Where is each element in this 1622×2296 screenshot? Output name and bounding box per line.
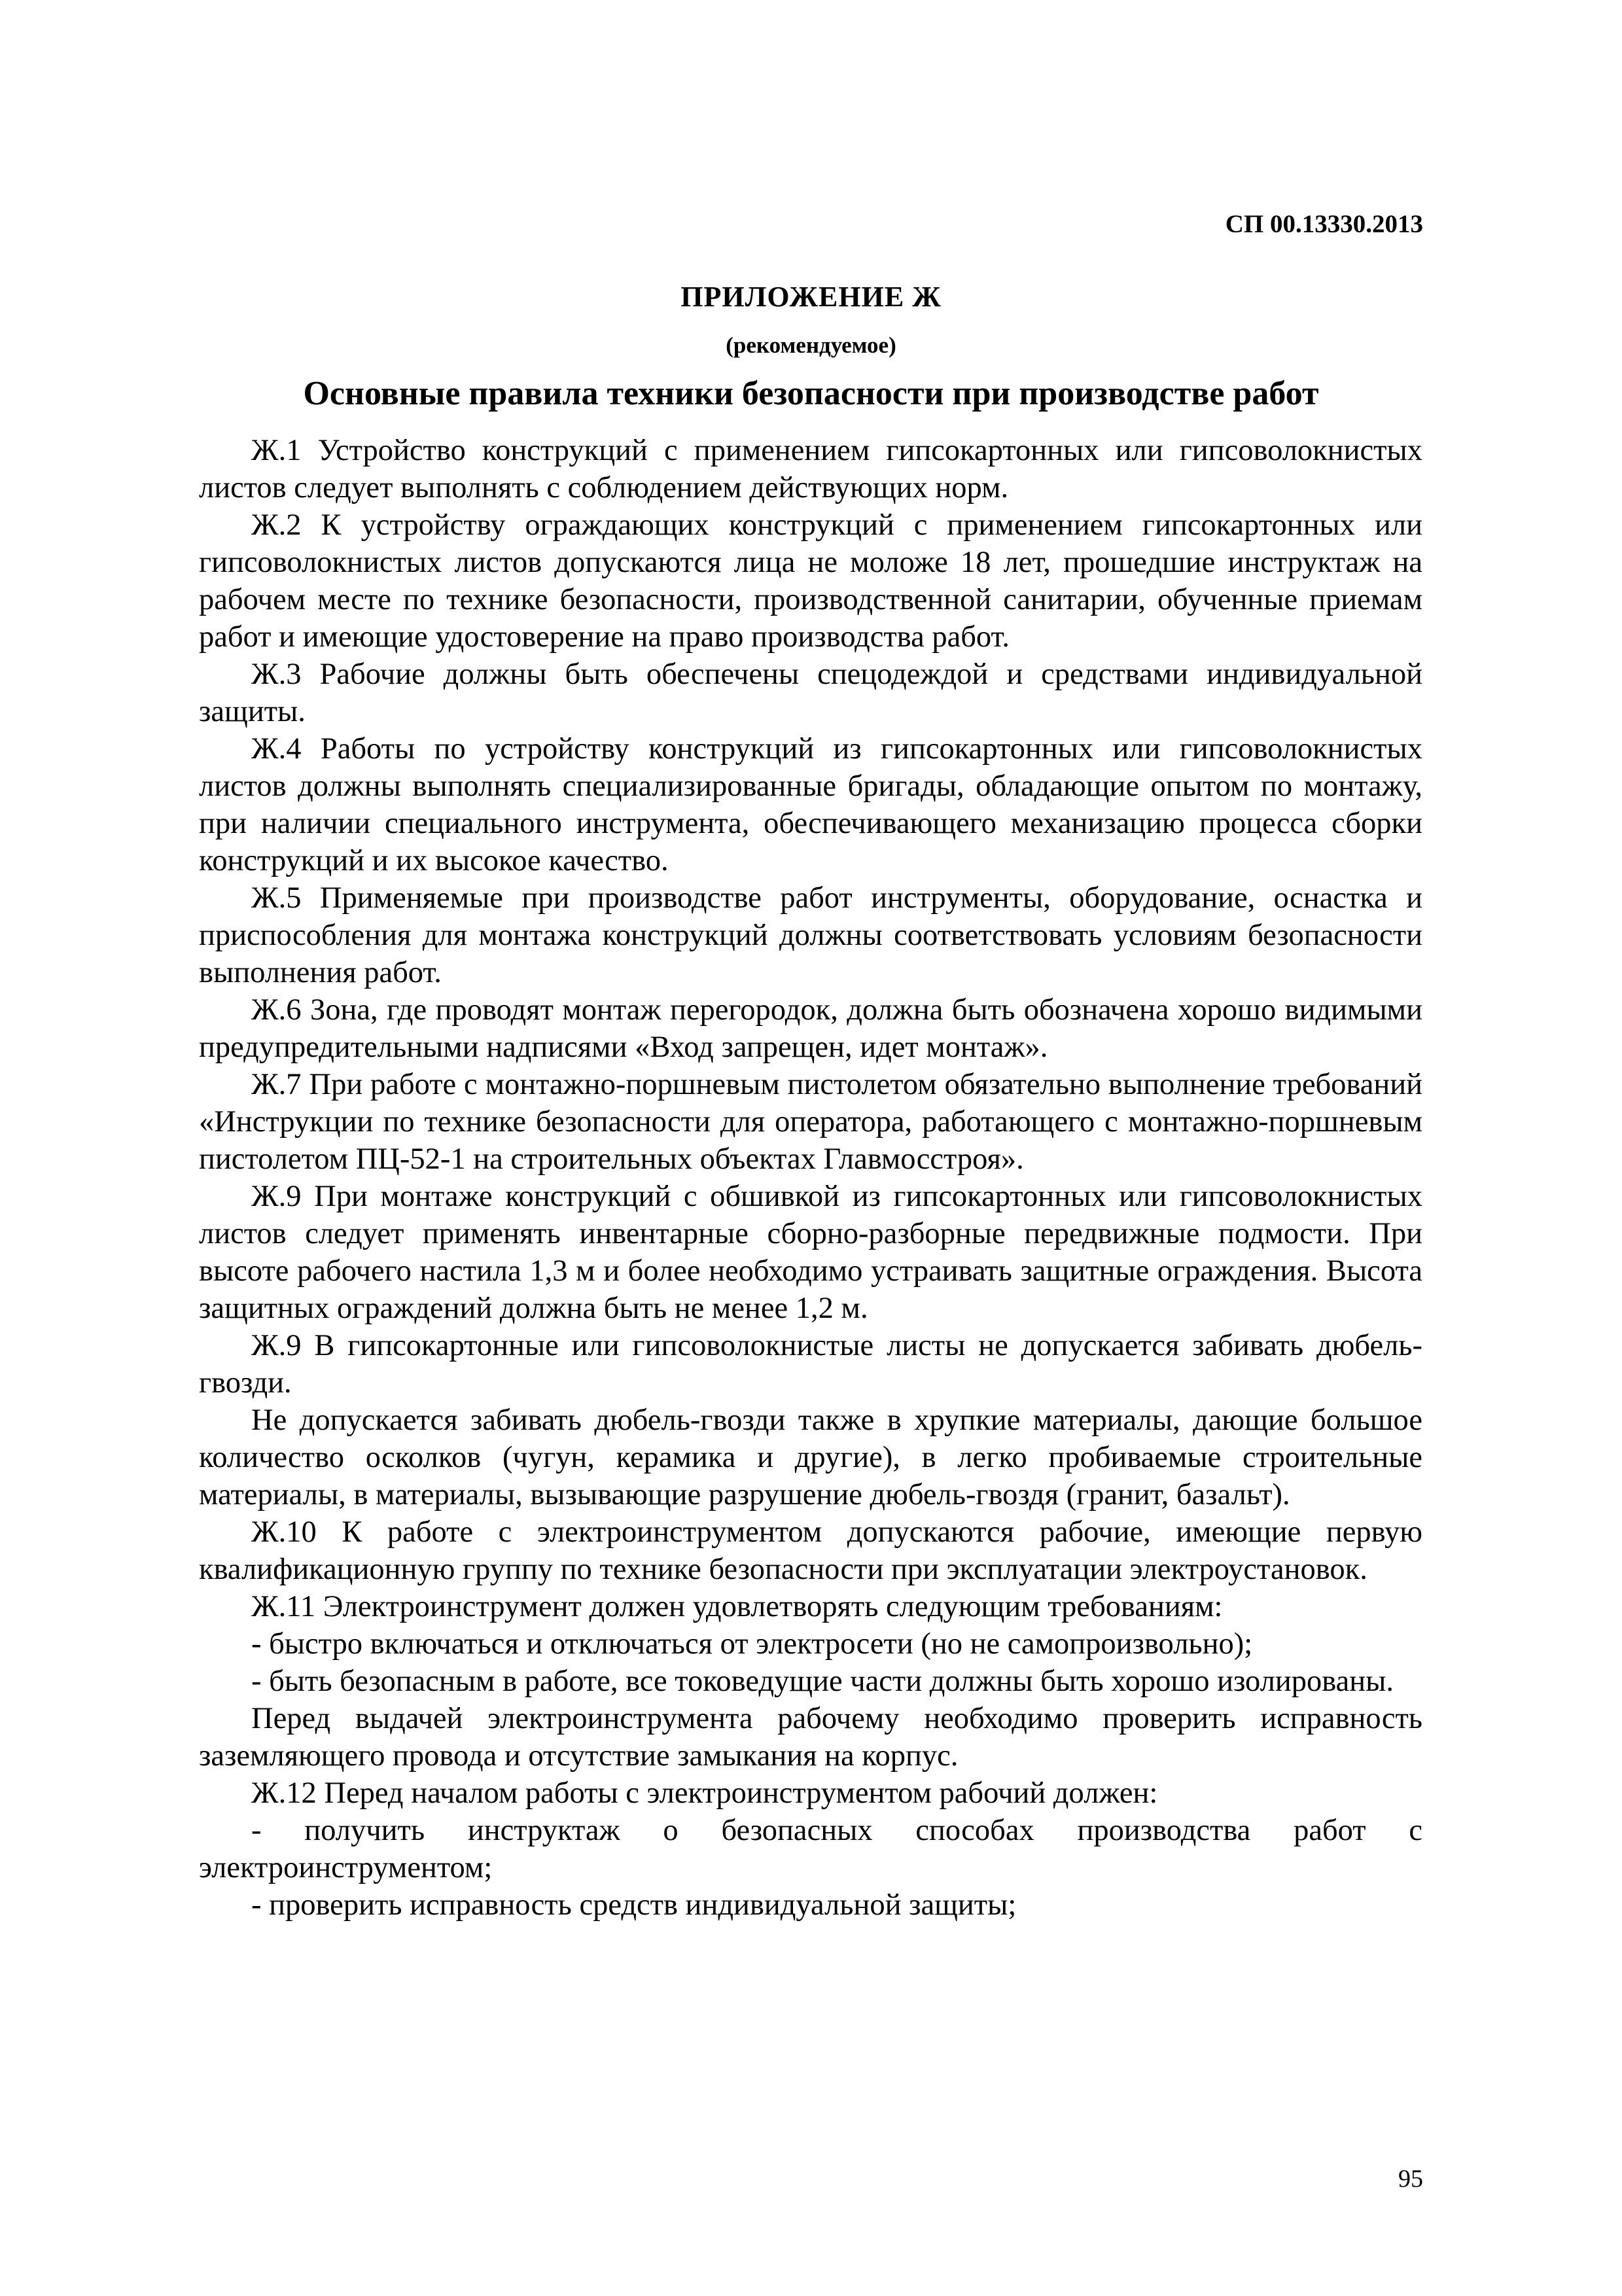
list-item: - быть безопасным в работе, все токоведущие части должны быть хорошо изолированы. xyxy=(251,1665,1394,1698)
paragraph-zh1: Ж.1 Устройство конструкций с применением гипсокартонных или гипсоволокнистых листов следует выполнять с соблюдением действующих норм. xyxy=(199,434,1422,504)
appendix-status: (рекомендуемое) xyxy=(726,332,896,358)
list-item: - проверить исправность средств индивидуальной защиты; xyxy=(251,1888,1017,1922)
paragraph-zh10: Ж.10 К работе с электроинструментом допускаются рабочие, имеющие первую квалификационную группу по технике безопасности при эксплуатации электроустановок. xyxy=(199,1515,1422,1586)
paragraph-zh7: Ж.7 При работе с монтажно-поршневым пистолетом обязательно выполнение требований «Инструкции по технике безопасности для оператора, работающего с монтажно-поршневым пистолетом ПЦ-52-1 на строительных объектах Главмосстроя». xyxy=(199,1068,1422,1176)
document-code: СП 00.13330.2013 xyxy=(1225,210,1423,238)
list-item: - быстро включаться и отключаться от электросети (но не самопроизвольно); xyxy=(251,1627,1253,1661)
paragraph-zh2: Ж.2 К устройству ограждающих конструкций с применением гипсокартонных или гипсоволокнистых листов допускаются лица не моложе 18 лет, прошедшие инструктаж на рабочем месте по технике безопасности, производственной санитарии, обученные приемам работ и имеющие удостоверение на право производства работ. xyxy=(199,508,1422,654)
list-item: - получить инструктаж о безопасных способах производства работ с электроинструментом; xyxy=(199,1814,1422,1884)
paragraph-zh9-dowels: Ж.9 В гипсокартонные или гипсоволокнистые листы не допускается забивать дюбель-гвозди. xyxy=(199,1329,1422,1400)
paragraph-zh6: Ж.6 Зона, где проводят монтаж перегородок, должна быть обозначена хорошо видимыми предупредительными надписями «Вход запрещен, идет монтаж». xyxy=(199,993,1422,1064)
page-number: 95 xyxy=(1398,2165,1423,2193)
paragraph-zh11: Ж.11 Электроинструмент должен удовлетворять следующим требованиям: xyxy=(251,1590,1223,1623)
paragraph-zh4: Ж.4 Работы по устройству конструкций из гипсокартонных или гипсоволокнистых листов должны выполнять специализированные бригады, обладающие опытом по монтажу, при наличии специального инструмента, обеспечивающего механизацию процесса сборки конструкций и их высокое качество. xyxy=(199,732,1422,877)
paragraph-zh9-scaffolding: Ж.9 При монтаже конструкций с обшивкой из гипсокартонных или гипсоволокнистых листов следует применять инвентарные сборно-разборные передвижные подмости. При высоте рабочего настила 1,3 м и более необходимо устраивать защитные ограждения. Высота защитных ограждений должна быть не менее 1,2 м. xyxy=(199,1180,1422,1325)
appendix-title: ПРИЛОЖЕНИЕ Ж xyxy=(680,281,942,313)
paragraph-dowels-materials: Не допускается забивать дюбель-гвозди также в хрупкие материалы, дающие большое количество осколков (чугун, керамика и другие), в легко пробиваемые строительные материалы, в материалы, вызывающие разрушение дюбель-гвоздя (гранит, базальт). xyxy=(199,1404,1422,1511)
body-text xyxy=(199,432,1422,1924)
paragraph-zh3: Ж.3 Рабочие должны быть обеспечены спецодеждой и средствами индивидуальной защиты. xyxy=(199,658,1422,728)
paragraph-zh5: Ж.5 Применяемые при производстве работ инструменты, оборудование, оснастка и приспособления для монтажа конструкций должны соответствовать условиям безопасности выполнения работ. xyxy=(199,881,1422,989)
section-heading: Основные правила техники безопасности при производстве работ xyxy=(303,375,1319,412)
paragraph-zh12: Ж.12 Перед началом работы с электроинструментом рабочий должен: xyxy=(251,1776,1158,1810)
paragraph-tool-check: Перед выдачей электроинструмента рабочему необходимо проверить исправность заземляющего провода и отсутствие замыкания на корпус. xyxy=(199,1702,1422,1773)
